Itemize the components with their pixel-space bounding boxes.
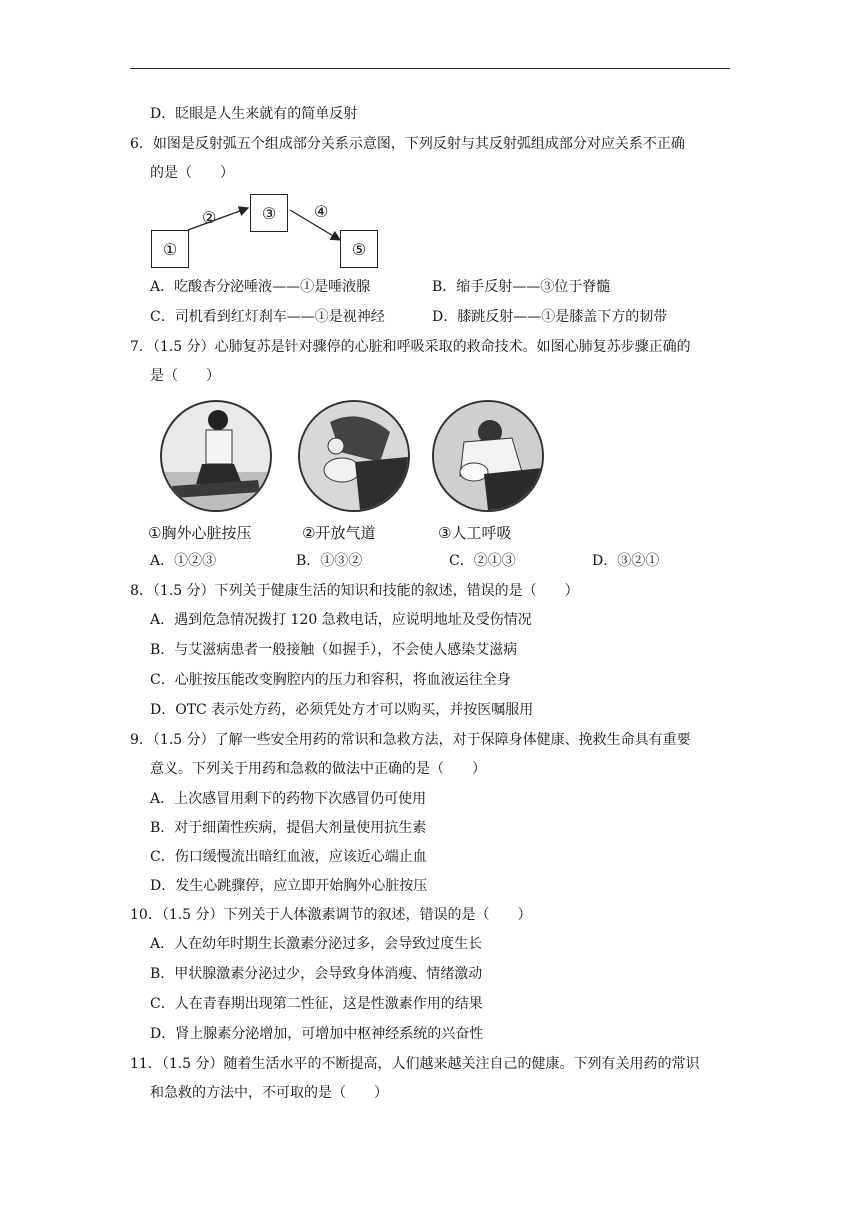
q6-stem: 6．如图是反射弧五个组成部分关系示意图，下列反射与其反射弧组成部分对应关系不正确 xyxy=(130,136,685,152)
q7-option-c: C．②①③ xyxy=(449,553,516,569)
q9-option-c: C．伤口缓慢流出暗红血液，应该近心端止血 xyxy=(150,849,427,865)
cpr-figure-1 xyxy=(162,402,270,510)
q8-option-d: D．OTC 表示处方药，必须凭处方才可以购买，并按医嘱服用 xyxy=(150,702,534,718)
q9-stem: 9．（1.5 分）了解一些安全用药的常识和急救方法，对于保障身体健康、挽救生命具有重要 xyxy=(130,732,691,748)
node-3: ③ xyxy=(250,194,288,232)
q6-option-c: C．司机看到红灯刹车——①是视神经 xyxy=(150,309,385,325)
q7-option-b: B．①③② xyxy=(296,553,363,569)
q8-option-a: A．遇到危急情况拨打 120 急救电话，应说明地址及受伤情况 xyxy=(150,612,532,628)
q6-option-d: D．膝跳反射——①是膝盖下方的韧带 xyxy=(432,309,668,325)
arrow-label-2: ② xyxy=(202,208,217,227)
q11-stem-cont: 和急救的方法中，不可取的是（ ） xyxy=(150,1085,388,1101)
arrow-label-4: ④ xyxy=(314,202,329,221)
q9-option-a: A．上次感冒用剩下的药物下次感冒仍可使用 xyxy=(150,791,427,807)
q5-option-d: D．眨眼是人生来就有的简单反射 xyxy=(150,106,358,122)
q9-stem-cont: 意义。下列关于用药和急救的做法中正确的是（ ） xyxy=(150,761,486,777)
q8-option-b: B．与艾滋病患者一般接触（如握手），不会使人感染艾滋病 xyxy=(150,642,518,658)
reflex-arc-diagram xyxy=(140,192,400,272)
q7-option-a: A．①②③ xyxy=(150,553,217,569)
q9-option-d: D．发生心跳骤停，应立即开始胸外心脏按压 xyxy=(150,878,428,894)
cpr-figure-3 xyxy=(434,402,542,510)
q10-option-c: C．人在青春期出现第二性征，这是性激素作用的结果 xyxy=(150,996,483,1012)
cpr-photo-compression xyxy=(160,400,272,512)
q8-option-c: C．心脏按压能改变胸腔内的压力和容积，将血液运往全身 xyxy=(150,672,511,688)
q6-stem-cont: 的是（ ） xyxy=(150,165,234,181)
q7-stem-cont: 是（ ） xyxy=(150,368,220,384)
q11-stem: 11．（1.5 分）随着生活水平的不断提高，人们越来越关注自己的健康。下列有关用药的常识 xyxy=(130,1056,700,1072)
q10-option-b: B．甲状腺激素分泌过少，会导致身体消瘦、情绪激动 xyxy=(150,966,483,982)
q10-option-a: A．人在幼年时期生长激素分泌过多，会导致过度生长 xyxy=(150,936,483,952)
q10-option-d: D．肾上腺素分泌增加，可增加中枢神经系统的兴奋性 xyxy=(150,1026,484,1042)
q7-stem: 7．（1.5 分）心肺复苏是针对骤停的心脏和呼吸采取的救命技术。如图心肺复苏步骤正确的 xyxy=(130,339,691,355)
cpr-caption-1: ①胸外心脏按压 xyxy=(148,524,252,542)
node-5: ⑤ xyxy=(340,230,378,268)
node-1: ① xyxy=(151,230,189,268)
q6-option-a: A．吃酸杏分泌唾液——①是唾液腺 xyxy=(150,279,371,295)
cpr-figure-2 xyxy=(300,402,408,510)
cpr-caption-3: ③人工呼吸 xyxy=(438,524,512,542)
q9-option-b: B．对于细菌性疾病，提倡大剂量使用抗生素 xyxy=(150,820,427,836)
cpr-caption-2: ②开放气道 xyxy=(302,524,376,542)
q8-stem: 8．（1.5 分）下列关于健康生活的知识和技能的叙述，错误的是（ ） xyxy=(130,583,579,599)
q6-option-b: B．缩手反射——③位于脊髓 xyxy=(432,279,611,295)
cpr-photo-airway xyxy=(298,400,410,512)
q10-stem: 10．（1.5 分）下列关于人体激素调节的叙述，错误的是（ ） xyxy=(130,907,532,923)
cpr-photo-breathing xyxy=(432,400,544,512)
q7-option-d: D．③②① xyxy=(592,553,660,569)
header-rule xyxy=(130,68,730,69)
